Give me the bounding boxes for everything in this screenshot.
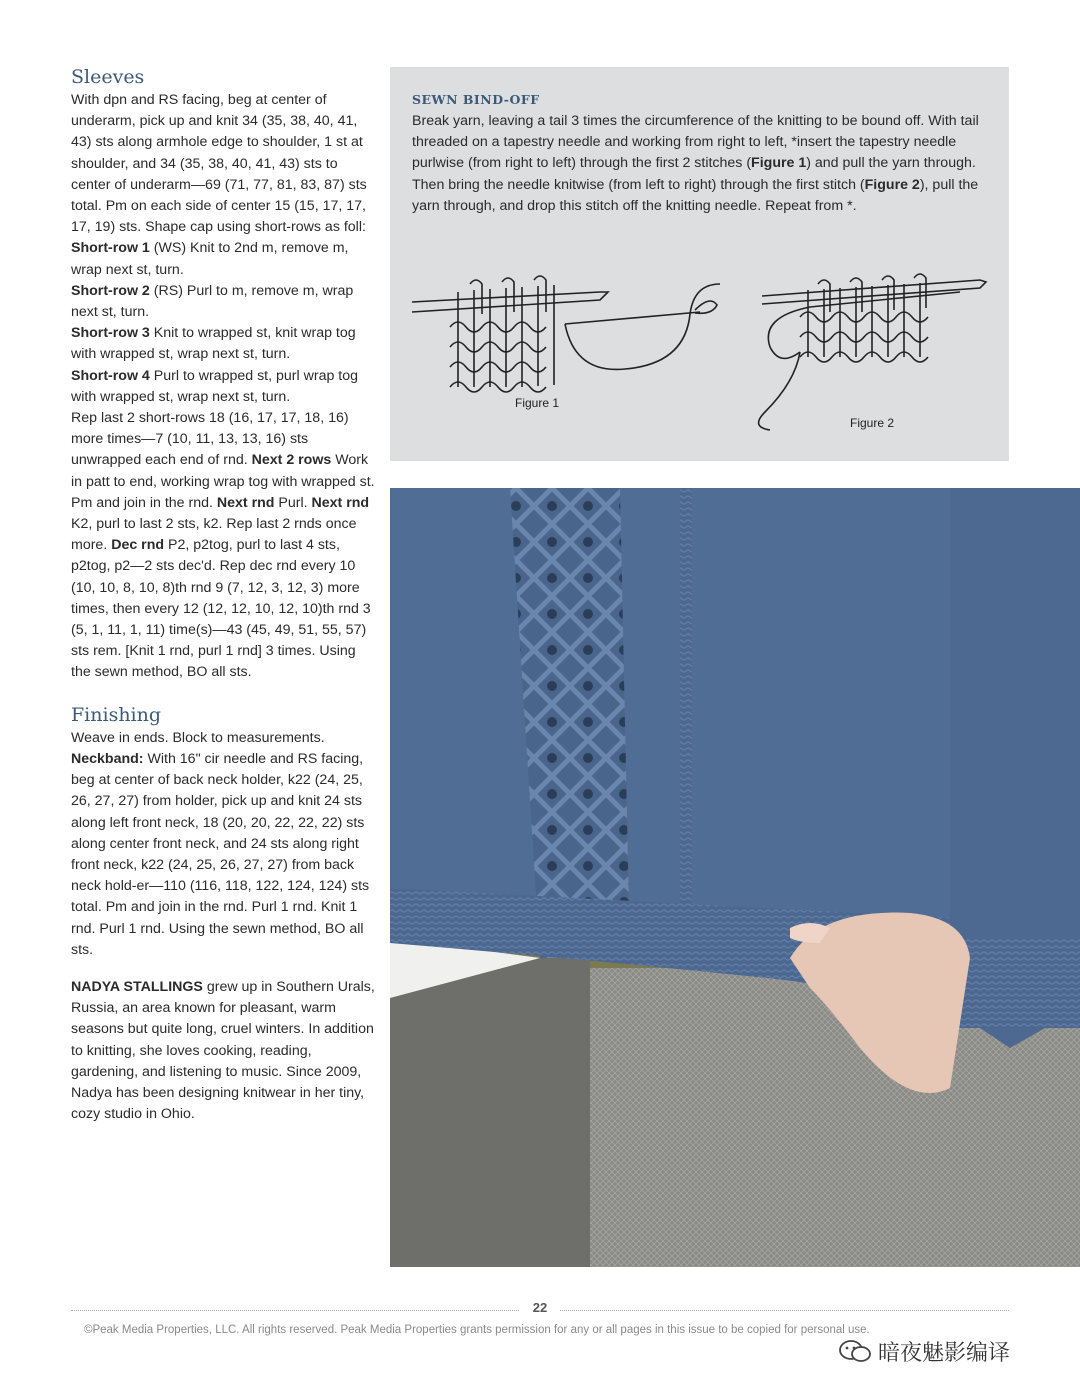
sweater-photo bbox=[390, 488, 1080, 1267]
short-row-2-text: (RS) Purl to m, remove m, wrap next st, turn. bbox=[71, 282, 354, 321]
footer-rule-left bbox=[71, 1310, 521, 1311]
short-row-1-label: Short-row 1 bbox=[71, 240, 150, 257]
sweater-photo-illustration bbox=[390, 488, 1080, 1267]
next-rnd-1-text: Purl. bbox=[274, 494, 312, 511]
sidebar-text bbox=[412, 111, 992, 217]
short-row-3-label: Short-row 3 bbox=[71, 325, 150, 342]
figure-1-illustration bbox=[410, 272, 730, 410]
repeat-text: Rep last 2 short-rows 18 (16, 17, 17, 18, 16) more times—7 (10, 11, 13, 13, 16) sts unwrapped each end of rnd. bbox=[71, 410, 349, 469]
figure-1-reference: Figure 1 bbox=[751, 155, 807, 172]
short-row-2-label: Short-row 2 bbox=[71, 282, 150, 299]
dec-rnd-label: Dec rnd bbox=[111, 537, 165, 554]
next-rnd-2-text: K2, purl to last 2 sts, k2. Rep last 2 rnds once more. bbox=[71, 516, 357, 554]
dec-rnd-text: P2, p2tog, purl to last 4 sts, p2tog, p2—2 sts dec'd. Rep dec rnd every 10 (10, 10, 8, 10, 8)th rnd 9 (7, 12, 3, 12, 3) more times, then every 12 (12, 12, 10, 12, 10)th rnd 3 (5, 1, 11, 1, 11) time(s)—43 (45, 49, 51, 55, 57) sts rem. [Knit 1 rnd, purl 1 rnd] 3 times. Using the sewn method, BO all sts. bbox=[71, 537, 371, 681]
neckband-text: With 16" cir needle and RS facing, beg at center of back neck holder, k22 (24, 25, 26, 27, 27) from holder, pick up and knit 24 sts along left front neck, 18 (20, 20, 22, 22, 22) sts along center front neck, and 24 sts along right front neck, k22 (24, 25, 26, 27, 27) from back neck hold-er—110 (116, 118, 122, 124, 124) sts total. Pm and join in the rnd. Purl 1 rnd. Knit 1 rnd. Purl 1 rnd. Using the sewn method, BO all sts. bbox=[71, 750, 370, 958]
figure-2-illustration bbox=[760, 272, 995, 442]
next-2-rows-label: Next 2 rows bbox=[251, 452, 332, 469]
sidebar-text-b: ) and pull the yarn through. Then bring the needle knitwise (from left to right) through the first stitch ( bbox=[412, 155, 976, 193]
sleeves-instructions bbox=[71, 90, 376, 684]
designer-name: NADYA STALLINGS bbox=[71, 978, 203, 995]
sewn-bind-off-sidebar bbox=[390, 67, 1009, 461]
next-rnd-2-label: Next rnd bbox=[311, 494, 370, 511]
watermark-text: 暗夜魅影编译 bbox=[878, 1340, 1011, 1365]
sleeves-heading: Sleeves bbox=[71, 66, 145, 88]
page-number: 22 bbox=[520, 1300, 560, 1315]
figure-1-caption: Figure 1 bbox=[515, 396, 560, 410]
sleeves-intro: With dpn and RS facing, beg at center of underarm, pick up and knit 34 (35, 38, 40, 41, 43) sts along armhole edge to shoulder, 1 st at shoulder, and 34 (35, 38, 40, 41, 43) sts to center of underarm—69 (71, 77, 81, 83, 87) sts total. Pm on each side of center 15 (15, 17, 17, 17, 19) sts. Shape cap using short-rows as foll: bbox=[71, 92, 367, 236]
neckband-label: Neckband: bbox=[71, 750, 144, 767]
next-2-rows-text: Work in patt to end, working wrap tog with wrapped st. Pm and join in the rnd. bbox=[71, 452, 375, 511]
finishing-intro: Weave in ends. Block to measurements. bbox=[71, 729, 325, 746]
copyright-notice: ©Peak Media Properties, LLC. All rights reserved. Peak Media Properties grants permission for any or all pages in this issue to be copied for personal use. bbox=[84, 1324, 870, 1336]
finishing-heading: Finishing bbox=[71, 703, 162, 726]
next-rnd-1-label: Next rnd bbox=[216, 494, 275, 511]
bio-text: grew up in Southern Urals, Russia, an area known for pleasant, warm seasons but quite long, cruel winters. In addition to knitting, she loves cooking, reading, gardening, and listening to music. Since 2009, Nadya has been designing knitwear in her tiny, cozy studio in Ohio. bbox=[71, 978, 375, 1123]
short-row-1-text: (WS) Knit to 2nd m, remove m, wrap next st, turn. bbox=[71, 240, 349, 278]
sidebar-text-a: Break yarn, leaving a tail 3 times the circumference of the knitting to be bound off. With tail threaded on a tapestry needle and working from right to left, *insert the tapestry needle purlwise (from right to left) through the first 2 stitches ( bbox=[412, 113, 979, 172]
short-row-4-label: Short-row 4 bbox=[71, 367, 150, 384]
designer-bio bbox=[71, 977, 376, 1125]
sidebar-title: SEWN BIND-OFF bbox=[412, 92, 540, 107]
sidebar-text-c: ), pull the yarn through, and drop this stitch off the knitting needle. Repeat from *. bbox=[412, 176, 979, 214]
figure-2-caption: Figure 2 bbox=[850, 416, 895, 430]
figure-2-reference: Figure 2 bbox=[864, 176, 920, 193]
footer-rule-right bbox=[560, 1310, 1009, 1311]
watermark bbox=[838, 1336, 1010, 1369]
short-row-3-text: Knit to wrapped st, knit wrap tog with wrapped st, wrap next st, turn. bbox=[71, 325, 356, 363]
finishing-instructions bbox=[71, 728, 376, 961]
wechat-icon bbox=[838, 1339, 872, 1369]
pattern-column bbox=[71, 64, 376, 1125]
short-row-4-text: Purl to wrapped st, purl wrap tog with wrapped st, wrap next st, turn. bbox=[71, 367, 359, 405]
